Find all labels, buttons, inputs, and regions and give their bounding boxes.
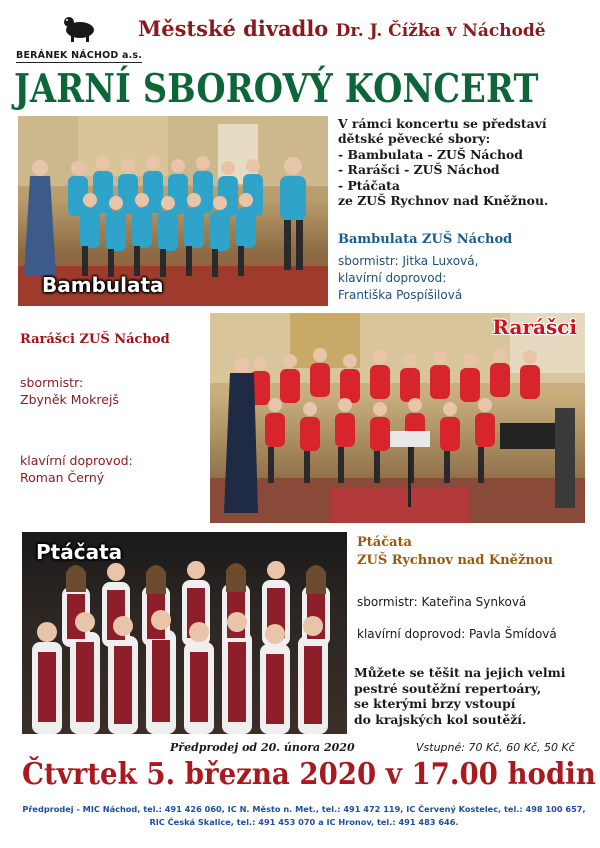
bambulata-info-line: klavírní doprovod: [338, 271, 447, 285]
footer-contacts [20, 803, 588, 829]
theatre-suffix: Dr. J. Čížka v Náchodě [335, 21, 546, 41]
raracci-choir-illustration [210, 313, 585, 523]
teaser-line: se kterými brzy vstoupí [354, 696, 516, 711]
footer-line-2: RIC Česká Skalice, tel.: 491 453 070 a IC Hronov, tel.: 491 483 646. [149, 817, 459, 827]
ptacata-label: Ptáčata [36, 540, 123, 564]
raracci-choirmaster-label: sbormistr: [20, 375, 84, 390]
ptacata-heading-line-2: ZUŠ Rychnov nad Kněžnou [357, 553, 553, 568]
teaser-text [354, 665, 584, 727]
ptacata-heading [357, 534, 553, 570]
raracci-piano-label: klavírní doprovod: [20, 453, 133, 468]
ptacata-photo [22, 532, 347, 734]
ptacata-piano: klavírní doprovod: Pavla Šmídová [357, 627, 557, 641]
footer-line-1: Předprodej - MIC Náchod, tel.: 491 426 060, IC N. Město n. Met., tel.: 491 472 119, IC Červený Kostelec, tel.: 498 100 657, [22, 804, 586, 814]
page-title: JARNÍ SBOROVÝ KONCERT [14, 66, 539, 112]
entry-prices: Vstupné: 70 Kč, 60 Kč, 50 Kč [416, 741, 575, 754]
teaser-line: pestré soutěžní repertoáry, [354, 680, 542, 696]
intro-line: V rámci koncertu se představí [338, 116, 547, 131]
bambulata-info-line: Františka Pospíšilová [338, 288, 463, 302]
presale-date: Předprodej od 20. února 2020 [170, 741, 355, 754]
teaser-line: Můžete se těšit na jejich velmi [354, 665, 566, 680]
bambulata-heading: Bambulata ZUŠ Náchod [338, 232, 513, 247]
raracci-label: Rarášci [492, 315, 577, 339]
bambulata-label: Bambulata [42, 273, 164, 297]
raracci-heading: Rarášci ZUŠ Náchod [20, 332, 170, 347]
bambulata-photo [18, 116, 328, 306]
brand-name: BERÁNEK NÁCHOD a.s. [16, 50, 143, 61]
ptacata-choirmaster: sbormistr: Kateřina Synková [357, 595, 527, 609]
theatre-name [138, 16, 598, 41]
raracci-info [20, 374, 133, 486]
intro-line: dětské pěvecké sbory: [338, 131, 491, 147]
teaser-line: do krajských kol soutěží. [354, 711, 527, 727]
intro-line: ze ZUŠ Rychnov nad Kněžnou. [338, 193, 549, 209]
sheep-icon [62, 12, 98, 42]
raracci-piano: Roman Černý [20, 470, 105, 485]
beranek-logo [14, 10, 142, 70]
intro-line: - Ptáčata [338, 177, 400, 193]
intro-line: - Bambulata - ZUŠ Náchod [338, 146, 523, 162]
bambulata-info [338, 253, 478, 304]
raracci-photo [210, 313, 585, 523]
ptacata-heading-line-1: Ptáčata [357, 535, 412, 550]
intro-text [338, 116, 596, 208]
raracci-choirmaster: Zbyněk Mokrejš [20, 392, 119, 407]
intro-line: - Rarášci - ZUŠ Náchod [338, 162, 500, 178]
bambulata-info-line: sbormistr: Jitka Luxová, [338, 254, 479, 268]
event-date: Čtvrtek 5. března 2020 v 17.00 hodin [22, 757, 596, 792]
theatre-prefix: Městské divadlo [138, 16, 329, 41]
